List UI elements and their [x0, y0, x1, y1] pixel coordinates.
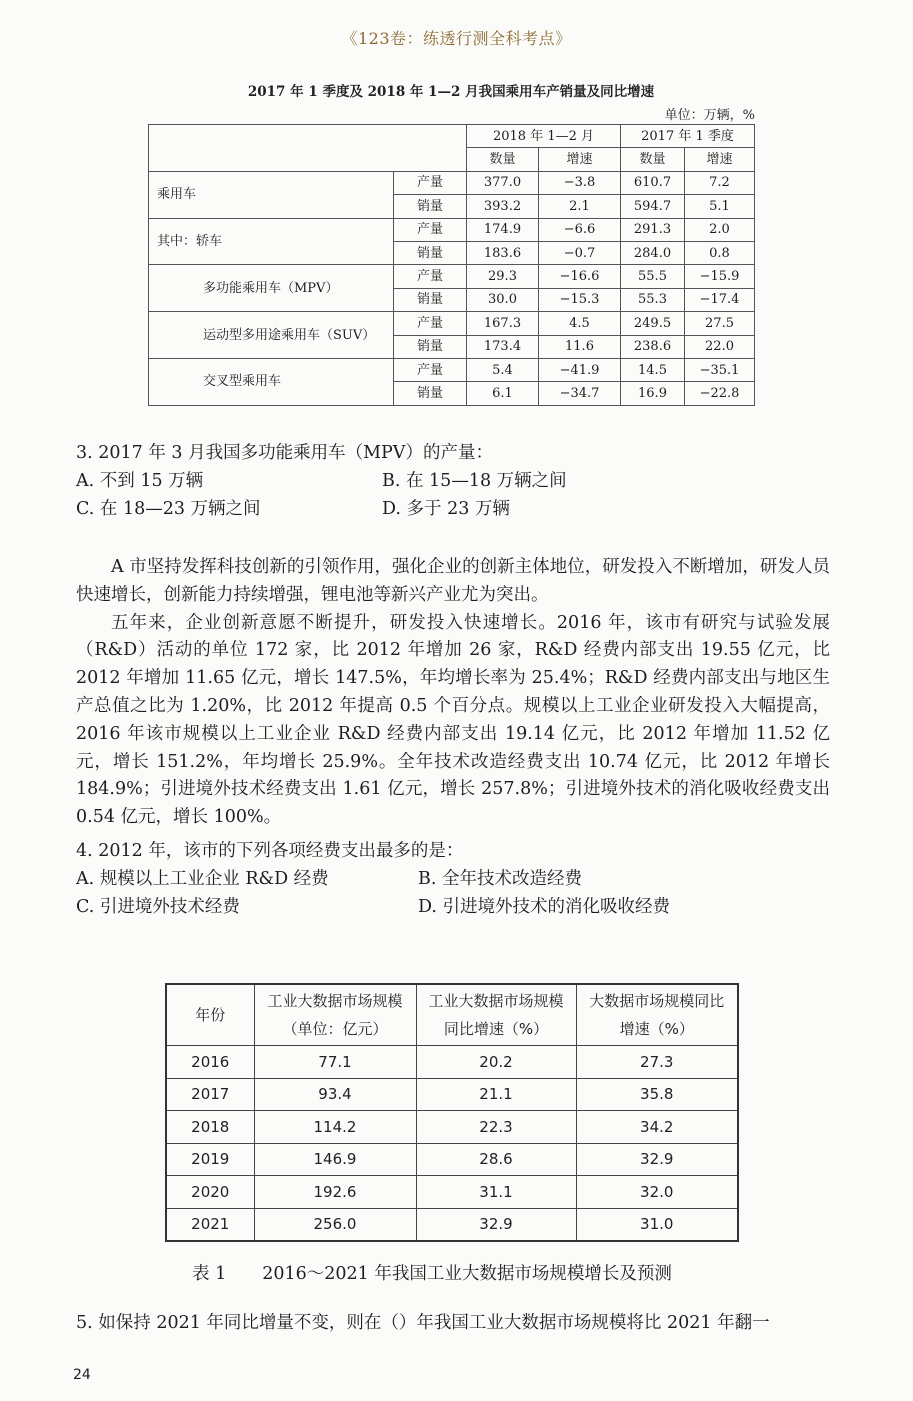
- table1-value: −34.7: [539, 382, 621, 405]
- table1-type: 产量: [394, 358, 467, 381]
- table-row: [149, 312, 755, 335]
- table2-value: 21.1: [416, 1078, 576, 1111]
- table1-value: −17.4: [685, 288, 755, 311]
- q3-option-c[interactable]: C. 在 18—23 万辆之间: [76, 499, 261, 519]
- table2-year: 2020: [166, 1176, 254, 1209]
- table2-year: 2017: [166, 1078, 254, 1111]
- table2-header: [166, 984, 254, 1046]
- table1-subheader: 数量: [467, 148, 539, 171]
- page-number: 24: [73, 1367, 91, 1383]
- table1-title: 2017 年 1 季度及 2018 年 1—2 月我国乘用车产销量及同比增速: [247, 84, 655, 100]
- table1-value: 22.0: [685, 335, 755, 358]
- q4-option-a[interactable]: A. 规模以上工业企业 R&D 经费: [76, 869, 329, 889]
- table-row: [149, 265, 755, 288]
- table1-group-header: 2018 年 1—2 月: [467, 125, 621, 148]
- table1-value: 55.5: [621, 265, 685, 288]
- table2-header: [254, 984, 416, 1046]
- table2-value: 31.1: [416, 1176, 576, 1209]
- table1-value: 284.0: [621, 241, 685, 264]
- table1-value: 7.2: [685, 171, 755, 194]
- table1-value: 2.0: [685, 218, 755, 241]
- table2-header: [416, 984, 576, 1046]
- q3-option-a[interactable]: A. 不到 15 万辆: [76, 471, 204, 491]
- table1-value: −15.9: [685, 265, 755, 288]
- table-row: [166, 1111, 738, 1144]
- table-row: [149, 218, 755, 241]
- table1-category: 乘用车: [149, 171, 394, 218]
- table2-header-line: 增速（%）: [619, 1020, 694, 1038]
- table1-value: 291.3: [621, 218, 685, 241]
- table2-header-line: 大数据市场规模同比: [589, 992, 725, 1010]
- table1-category: 运动型多用途乘用车（SUV）: [149, 312, 394, 359]
- table-row: [149, 171, 755, 194]
- table2-value: 22.3: [416, 1111, 576, 1144]
- table1-value: 55.3: [621, 288, 685, 311]
- table2-caption-label: 表 1: [192, 1264, 227, 1284]
- bigdata-market-table: [165, 983, 739, 1242]
- passage: [76, 554, 830, 832]
- table1-corner-cell: [149, 125, 467, 172]
- q3-option-b[interactable]: B. 在 15—18 万辆之间: [382, 471, 567, 491]
- table-row: [166, 1143, 738, 1176]
- table1-value: 2.1: [539, 195, 621, 218]
- question-4: [76, 837, 836, 921]
- table1-value: −0.7: [539, 241, 621, 264]
- table1-value: −3.8: [539, 171, 621, 194]
- table1-type: 销量: [394, 241, 467, 264]
- q4-option-d[interactable]: D. 引进境外技术的消化吸收经费: [418, 897, 671, 917]
- table2-header-line: （单位：亿元）: [282, 1020, 388, 1038]
- question-3: [76, 439, 776, 523]
- table2-value: 20.2: [416, 1046, 576, 1079]
- table1-value: −15.3: [539, 288, 621, 311]
- table1-category: 其中：轿车: [149, 218, 394, 265]
- table2-value: 146.9: [254, 1143, 416, 1176]
- table2-value: 27.3: [576, 1046, 738, 1079]
- table1-value: 393.2: [467, 195, 539, 218]
- table2-value: 35.8: [576, 1078, 738, 1111]
- table1-value: 27.5: [685, 312, 755, 335]
- table2-value: 31.0: [576, 1208, 738, 1241]
- table-row: [166, 1176, 738, 1209]
- table1-value: 5.1: [685, 195, 755, 218]
- table2-value: 192.6: [254, 1176, 416, 1209]
- table2-header-line: 工业大数据市场规模: [267, 992, 403, 1010]
- table1-value: 4.5: [539, 312, 621, 335]
- table1-type: 产量: [394, 171, 467, 194]
- question-4-stem: 4. 2012 年，该市的下列各项经费支出最多的是：: [76, 841, 464, 861]
- table1-value: 167.3: [467, 312, 539, 335]
- table1-header-row: [149, 125, 755, 148]
- passage-paragraph-2: 五年来，企业创新意愿不断提升，研发投入快速增长。2016 年，该市有研究与试验发展（R&D）活动的单位 172 家，比 2012 年增加 26 家，R&D 经费内部支出 19.55 亿元，比 2012 年增加 11.65 亿元，增长 147.5%，年均增长率为 25.4%；R&D 经费内部支出与地区生产总值之比为 1.20%，比 2012 年提高 0.5 个百分点。规模以上工业企业研发投入大幅提高，2016 年该市规模以上工业企业 R&D 经费内部支出 19.14 亿元，比 2012 年增加 11.52 亿元，增长 151.2%，年均增长 25.9%。全年技术改造经费支出 10.74 亿元，比 2012 年增长 184.9%；引进境外技术经费支出 1.61 亿元，增长 257.8%；引进境外技术的消化吸收经费支出 0.54 亿元，增长 100%。: [76, 612, 830, 828]
- question-5-stem: 5. 如保持 2021 年同比增量不变，则在（）年我国工业大数据市场规模将比 2021 年翻一: [76, 1313, 770, 1333]
- table2-header: [576, 984, 738, 1046]
- table2-value: 93.4: [254, 1078, 416, 1111]
- q3-option-d[interactable]: D. 多于 23 万辆: [382, 499, 510, 519]
- table1-type: 产量: [394, 312, 467, 335]
- table2-header-line: 工业大数据市场规模: [428, 992, 564, 1010]
- table1-value: 183.6: [467, 241, 539, 264]
- table2-header-row: [166, 984, 738, 1046]
- table1-value: 610.7: [621, 171, 685, 194]
- table-row: [166, 1046, 738, 1079]
- table1-value: 238.6: [621, 335, 685, 358]
- table1-value: −22.8: [685, 382, 755, 405]
- table1-value: 6.1: [467, 382, 539, 405]
- table1-type: 产量: [394, 218, 467, 241]
- table1-subheader: 数量: [621, 148, 685, 171]
- table1-value: 29.3: [467, 265, 539, 288]
- table2-value: 32.9: [416, 1208, 576, 1241]
- table1-value: 11.6: [539, 335, 621, 358]
- table1-type: 销量: [394, 335, 467, 358]
- question-3-stem: 3. 2017 年 3 月我国多功能乘用车（MPV）的产量：: [76, 443, 493, 463]
- table2-year: 2018: [166, 1111, 254, 1144]
- table1-value: −35.1: [685, 358, 755, 381]
- table1-value: 594.7: [621, 195, 685, 218]
- table1-subheader: 增速: [539, 148, 621, 171]
- table1-value: −16.6: [539, 265, 621, 288]
- table1-type: 销量: [394, 288, 467, 311]
- table1-unit: 单位：万辆，%: [664, 108, 755, 123]
- q4-option-b[interactable]: B. 全年技术改造经费: [418, 869, 582, 889]
- table1-value: 14.5: [621, 358, 685, 381]
- table1-value: 377.0: [467, 171, 539, 194]
- book-header: 《123卷：练透行测全科考点》: [341, 29, 572, 48]
- q4-option-c[interactable]: C. 引进境外技术经费: [76, 897, 240, 917]
- table1-type: 销量: [394, 195, 467, 218]
- table2-caption: [192, 1260, 672, 1285]
- table2-caption-text: 2016～2021 年我国工业大数据市场规模增长及预测: [262, 1264, 672, 1284]
- table1-value: 5.4: [467, 358, 539, 381]
- table2-value: 114.2: [254, 1111, 416, 1144]
- table1-value: 16.9: [621, 382, 685, 405]
- table1-value: 173.4: [467, 335, 539, 358]
- table2-value: 34.2: [576, 1111, 738, 1144]
- table2-value: 28.6: [416, 1143, 576, 1176]
- table2-year: 2021: [166, 1208, 254, 1241]
- table1-type: 销量: [394, 382, 467, 405]
- table1-type: 产量: [394, 265, 467, 288]
- table-row: [149, 358, 755, 381]
- table1-subheader: 增速: [685, 148, 755, 171]
- table-row: [166, 1208, 738, 1241]
- table2-year: 2016: [166, 1046, 254, 1079]
- table1-value: 174.9: [467, 218, 539, 241]
- table2-year: 2019: [166, 1143, 254, 1176]
- table2-value: 32.0: [576, 1176, 738, 1209]
- table2-value: 256.0: [254, 1208, 416, 1241]
- table1-value: 0.8: [685, 241, 755, 264]
- table1-category: 交叉型乘用车: [149, 358, 394, 405]
- table2-value: 32.9: [576, 1143, 738, 1176]
- table1-value: −6.6: [539, 218, 621, 241]
- table1-value: 249.5: [621, 312, 685, 335]
- table1-group-header: 2017 年 1 季度: [621, 125, 755, 148]
- table-row: [166, 1078, 738, 1111]
- table2-header-line: 年份: [195, 1006, 226, 1024]
- passage-paragraph-1: A 市坚持发挥科技创新的引领作用，强化企业的创新主体地位，研发投入不断增加，研发人员快速增长，创新能力持续增强，锂电池等新兴产业尤为突出。: [76, 557, 830, 605]
- table1-value: 30.0: [467, 288, 539, 311]
- table1-value: −41.9: [539, 358, 621, 381]
- table2-header-line: 同比增速（%）: [443, 1020, 549, 1038]
- table1-category: 多功能乘用车（MPV）: [149, 265, 394, 312]
- table2-value: 77.1: [254, 1046, 416, 1079]
- car-sales-table: [148, 124, 755, 406]
